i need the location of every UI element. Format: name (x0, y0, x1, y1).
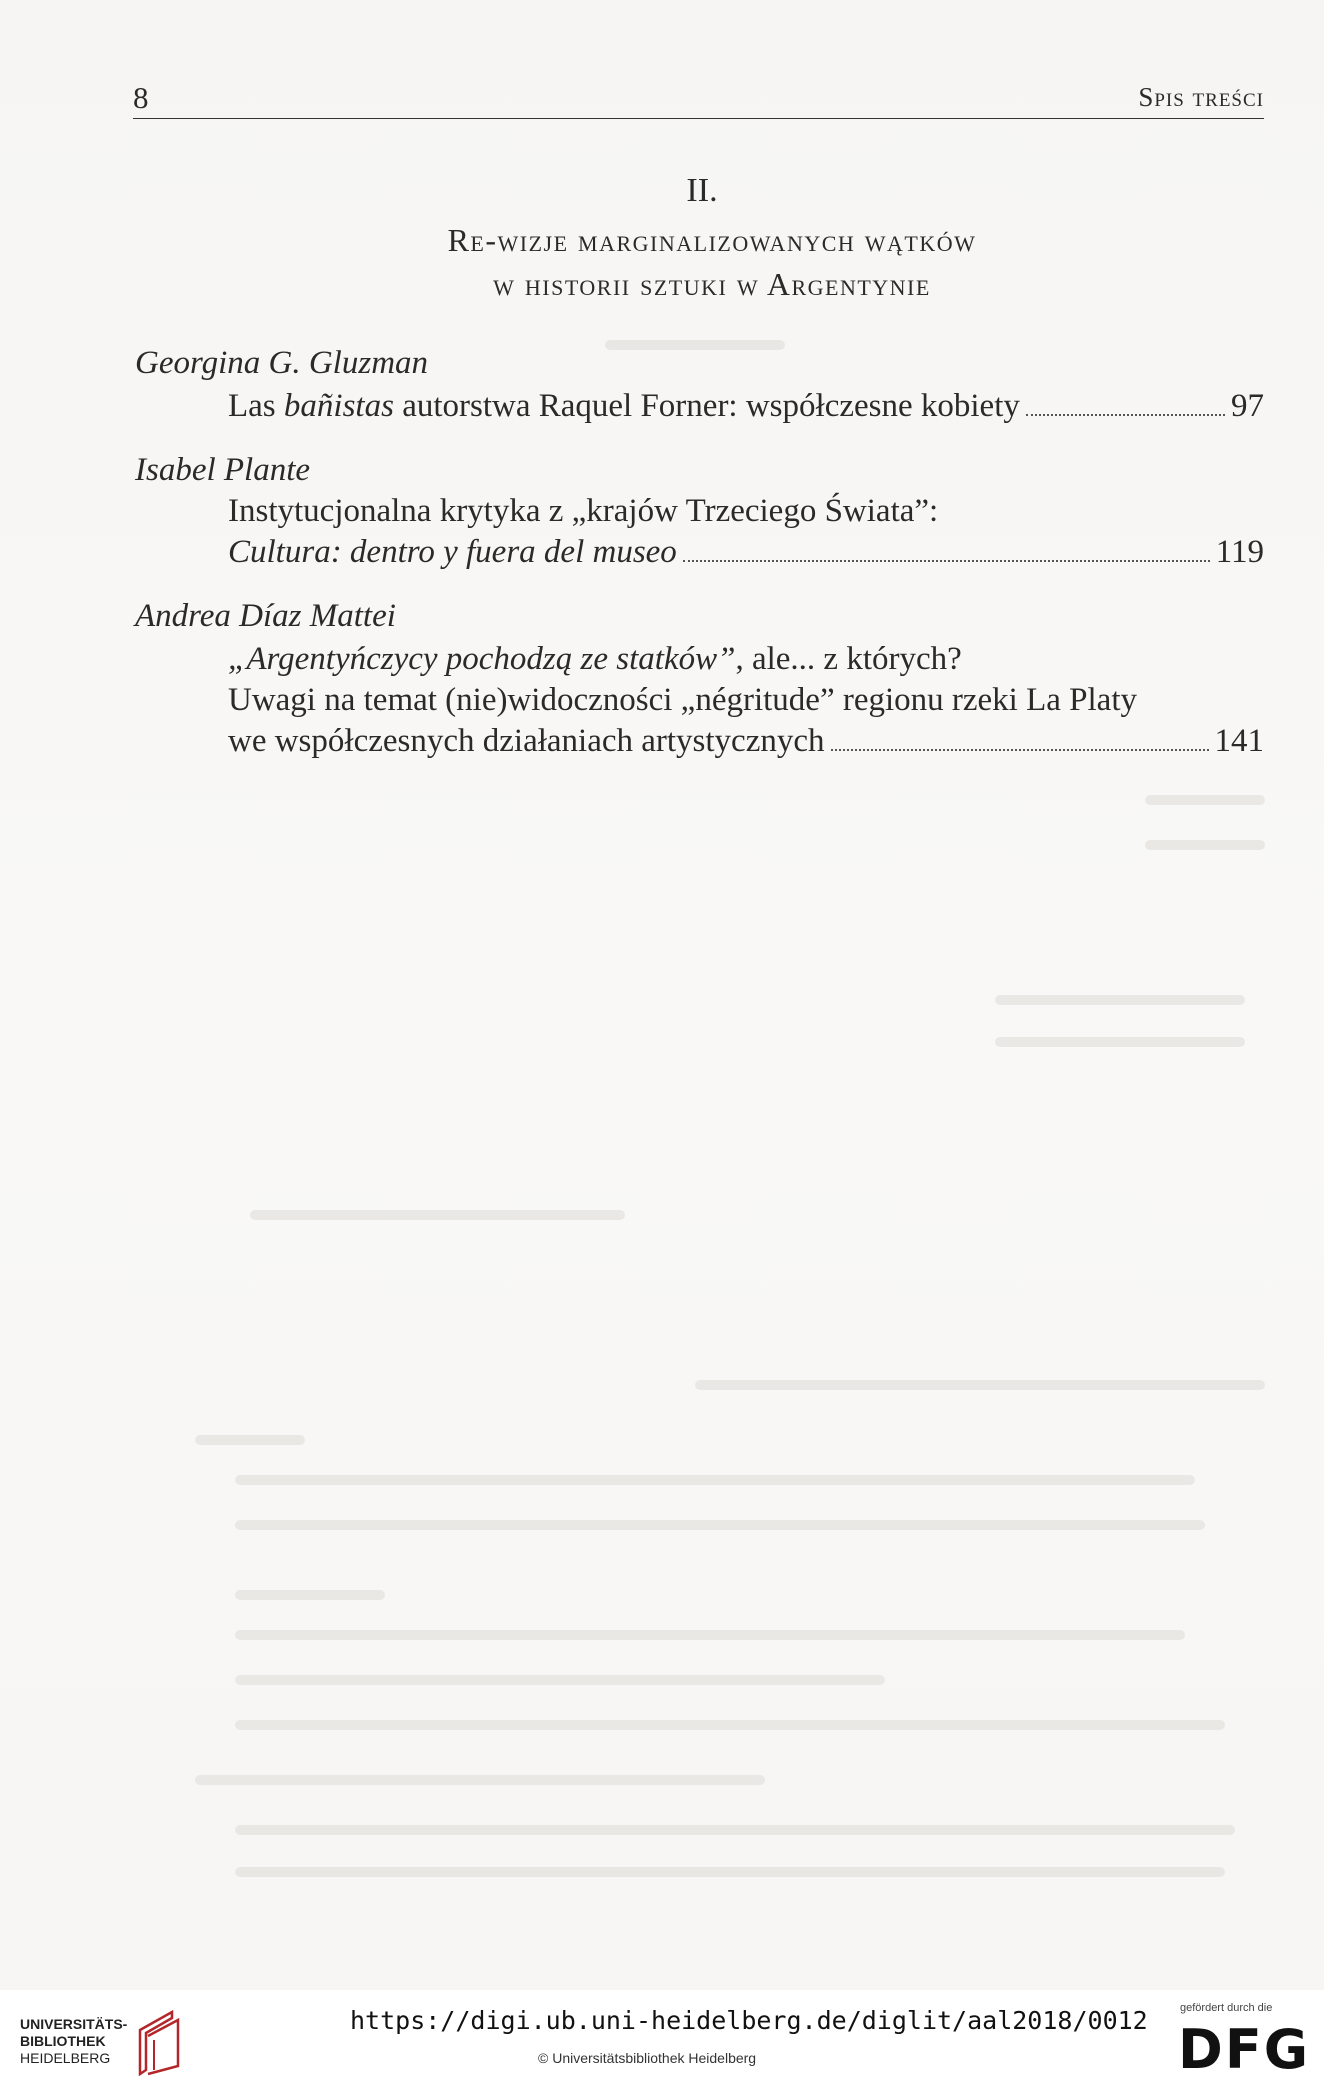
toc-page-number: 97 (1231, 388, 1264, 424)
dfg-logo: DFG (1178, 2018, 1311, 2081)
toc-page-number: 119 (1215, 534, 1264, 570)
part-number: II. (686, 172, 718, 209)
library-logo-icon (134, 2008, 184, 2076)
funding-note: gefördert durch die (1180, 2002, 1273, 2014)
toc-entry-title: „Argentyńczycy pochodzą ze statków”, ale... z których? (228, 641, 962, 677)
part-title-line-2: w historii sztuki w Argentynie (493, 266, 931, 302)
toc-author: Isabel Plante (135, 452, 311, 488)
toc-author: Andrea Díaz Mattei (135, 598, 396, 634)
permalink-url[interactable]: https://digi.ub.uni-heidelberg.de/diglit/aal2018/0012 (350, 2006, 1148, 2035)
running-head-title: Spis treści (1138, 82, 1264, 112)
digitization-footer (0, 1990, 1324, 2086)
page-number: 8 (133, 80, 149, 115)
toc-entry-title: Uwagi na temat (nie)widoczności „négritude” regionu rzeki La Platy (228, 682, 1137, 718)
toc-entry-title: Instytucjonalna krytyka z „krajów Trzeciego Świata”: (228, 493, 939, 529)
toc-entry-title: Cultura: dentro y fuera del museo 119 (228, 534, 1264, 570)
part-title-line-1: Re-wizje marginalizowanych wątków (447, 222, 977, 258)
toc-author: Georgina G. Gluzman (135, 345, 429, 381)
toc-page-number: 141 (1214, 723, 1264, 759)
toc-entry-title: we współczesnych działaniach artystycznych 141 (228, 723, 1264, 759)
toc-title-text: Las bañistas autorstwa Raquel Forner: współczesne kobiety (228, 388, 1020, 424)
copyright-notice: © Universitätsbibliothek Heidelberg (538, 2050, 757, 2066)
library-logo-text: UNIVERSITÄTS- BIBLIOTHEK HEIDELBERG (20, 2016, 128, 2066)
